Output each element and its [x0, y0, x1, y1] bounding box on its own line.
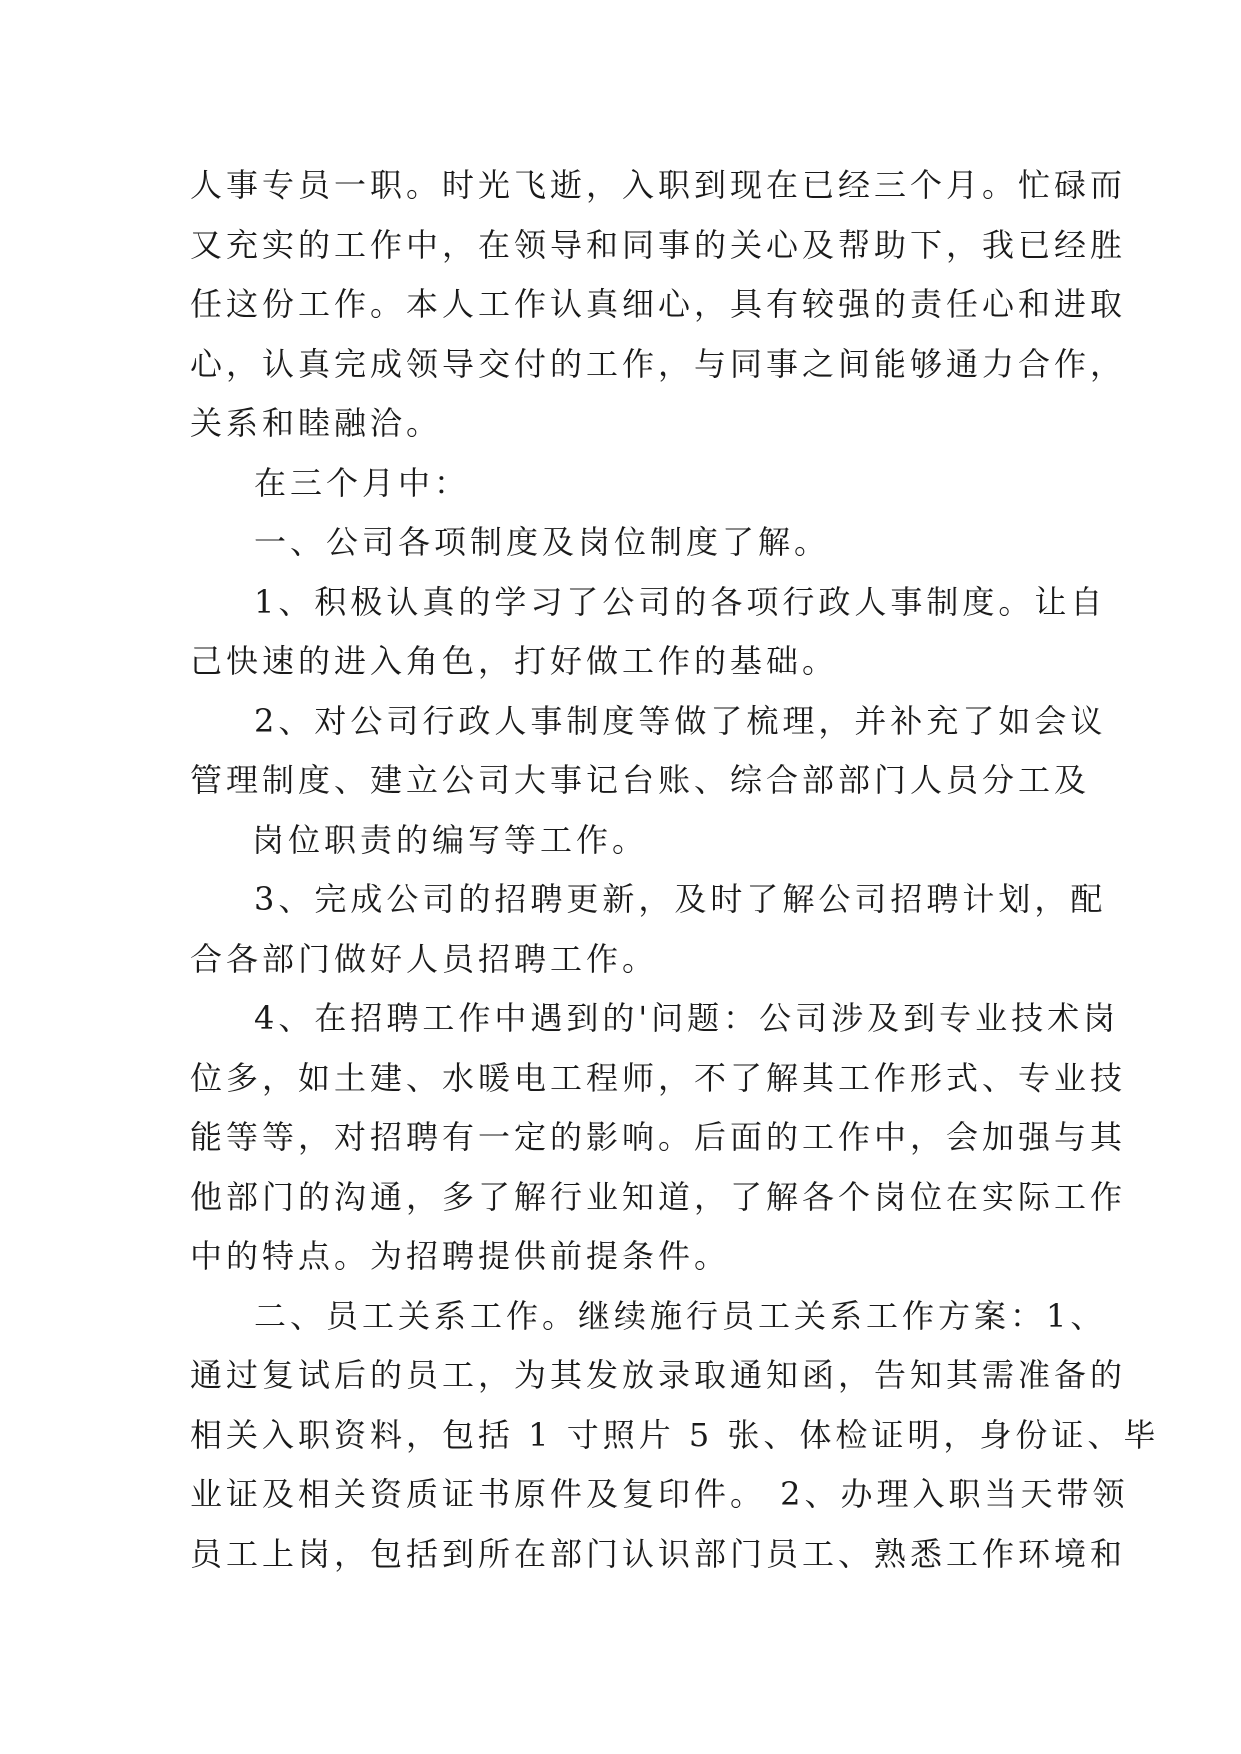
text-line: 岗位职责的编写等工作。 [252, 820, 649, 859]
list-item-3: 3、完成公司的招聘更新，及时了解公司招聘计划，配 [254, 880, 1107, 918]
text-line: 通过复试后的员工，为其发放录取通知函，告知其需准备的 [190, 1356, 1127, 1394]
text-line: 人事专员一职。时光飞逝，入职到现在已经三个月。忙碌而 [190, 166, 1127, 204]
text-line: 己快速的进入角色，打好做工作的基础。 [190, 642, 839, 680]
text-line: 他部门的沟通，多了解行业知道，了解各个岗位在实际工作 [190, 1177, 1127, 1216]
text-line: 业证及相关资质证书原件及复印件。 2、办理入职当天带领 [190, 1475, 1129, 1513]
text-line: 相关入职资料，包括 1 寸照片 5 张、体检证明，身份证、毕 [190, 1415, 1160, 1454]
list-item-4: 4、在招聘工作中遇到的'问题：公司涉及到专业技术岗 [254, 999, 1120, 1037]
section-heading-1: 一、公司各项制度及岗位制度了解。 [254, 523, 831, 561]
text-line: 能等等，对招聘有一定的影响。后面的工作中，会加强与其 [190, 1118, 1127, 1156]
text-line: 管理制度、建立公司大事记台账、综合部部门人员分工及 [190, 761, 1091, 799]
text-line: 位多，如土建、水暖电工程师，不了解其工作形式、专业技 [190, 1058, 1127, 1097]
list-item-2: 2、对公司行政人事制度等做了梳理，并补充了如会议 [254, 701, 1107, 740]
document-body [190, 156, 1160, 1584]
section-heading-2: 二、员工关系工作。继续施行员工关系工作方案：1、 [254, 1296, 1107, 1335]
list-item-1: 1、积极认真的学习了公司的各项行政人事制度。让自 [254, 582, 1107, 621]
section-intro: 在三个月中： [254, 463, 471, 502]
text-line: 任这份工作。本人工作认真细心，具有较强的责任心和进取 [190, 285, 1127, 323]
text-line: 关系和睦融洽。 [190, 404, 443, 442]
text-line: 中的特点。为招聘提供前提条件。 [190, 1237, 731, 1275]
text-line: 合各部门做好人员招聘工作。 [190, 939, 659, 978]
text-line: 又充实的工作中，在领导和同事的关心及帮助下，我已经胜 [190, 225, 1127, 264]
text-line: 员工上岗，包括到所在部门认识部门员工、熟悉工作环境和 [190, 1534, 1127, 1573]
text-line: 心，认真完成领导交付的工作，与同事之间能够通力合作， [190, 344, 1127, 383]
